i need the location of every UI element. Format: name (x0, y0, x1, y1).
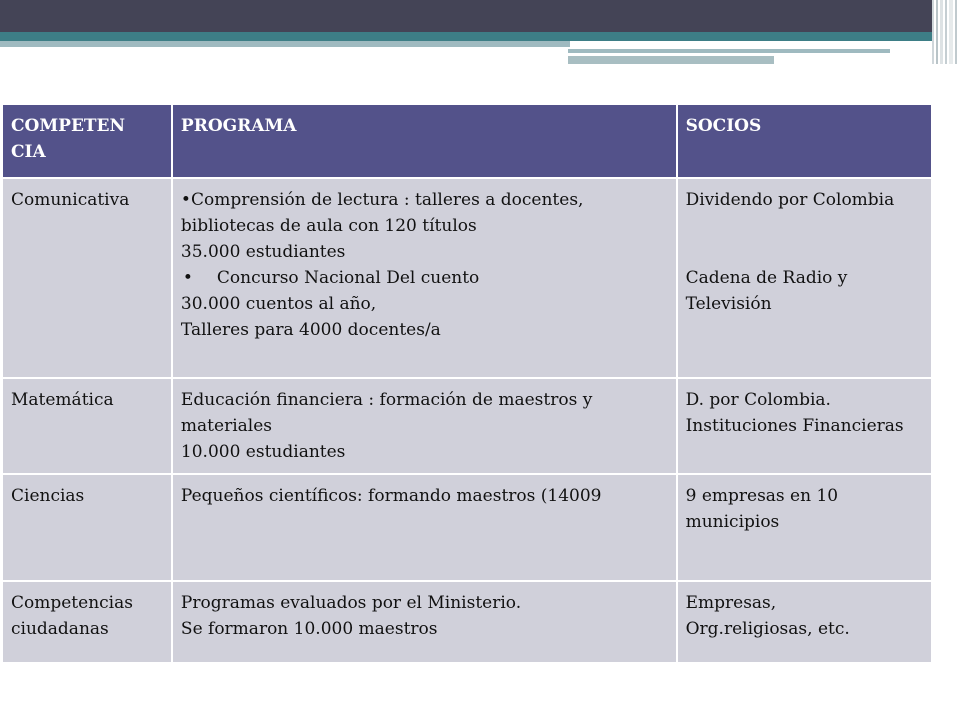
decorative-lines (932, 0, 960, 64)
accent-stripe (568, 49, 890, 53)
accent-stripe (0, 41, 570, 47)
table-header-row (2, 104, 932, 178)
competencias-table (1, 103, 933, 664)
bullet-icon: • (180, 190, 191, 210)
socios-line: Org.religiosas, etc. (685, 619, 850, 639)
socios-line: Dividendo por Colombia (685, 190, 895, 210)
table-row (2, 581, 932, 663)
socios-cell (677, 474, 932, 581)
programa-line: 30.000 cuentos al año, (180, 294, 377, 314)
competencia-cell: Matemática (2, 378, 172, 474)
programa-line: Se formaron 10.000 maestros (180, 619, 438, 639)
socios-cell (677, 178, 932, 378)
accent-stripe (568, 56, 774, 64)
bullet-item: • Concurso Nacional Del cuento (181, 265, 668, 291)
programa-line: Talleres para 4000 docentes/a (180, 320, 441, 340)
table-row (2, 378, 932, 474)
programa-cell (172, 378, 677, 474)
socios-cell (677, 378, 932, 474)
header-programa: PROGRAMA (172, 104, 677, 178)
programa-line: 35.000 estudiantes (180, 242, 346, 262)
competencia-cell: Competencias ciudadanas (2, 581, 172, 663)
accent-band (0, 32, 932, 41)
bullet-item: •Comprensión de lectura : talleres a docentes, bibliotecas de aula con 120 títulos (181, 187, 668, 239)
top-band (0, 0, 932, 32)
programa-cell (172, 178, 677, 378)
bullet-icon: • (182, 268, 193, 288)
header-socios: SOCIOS (677, 104, 932, 178)
socios-line: Instituciones Financieras (685, 416, 904, 436)
competencia-cell: Comunicativa (2, 178, 172, 378)
programa-line: Programas evaluados por el Ministerio. (180, 593, 522, 613)
socios-cell (677, 581, 932, 663)
programa-cell (172, 474, 677, 581)
socios-line: 9 empresas en 10 municipios (685, 486, 839, 532)
socios-line: Cadena de Radio y Televisión (685, 268, 848, 314)
header-competencia: COMPETEN CIA (2, 104, 172, 178)
competencia-cell: Ciencias (2, 474, 172, 581)
table-row (2, 474, 932, 581)
socios-line: Empresas, (685, 593, 777, 613)
table-row (2, 178, 932, 378)
socios-line: D. por Colombia. (685, 390, 831, 410)
programa-line: 10.000 estudiantes (180, 442, 346, 462)
programa-line: Educación financiera : formación de maestros y materiales (180, 390, 593, 436)
programa-line: Pequeños científicos: formando maestros (14009 (180, 486, 602, 506)
programa-cell (172, 581, 677, 663)
